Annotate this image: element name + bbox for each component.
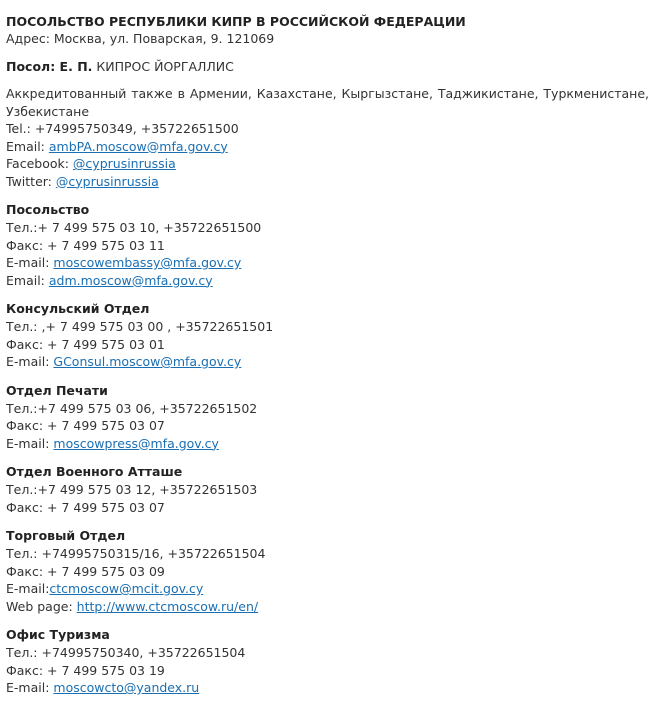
military-tel: Тел.:+7 499 575 03 12, +35722651503 <box>6 482 258 497</box>
embassy-fax: Факс: + 7 499 575 03 11 <box>6 237 165 253</box>
trade-web-link[interactable]: http://www.ctcmoscow.ru/en/ <box>76 598 259 614</box>
embassy-adm-email-link[interactable]: adm.moscow@mfa.gov.cy <box>48 272 213 288</box>
email-label: Email: <box>6 272 49 288</box>
facebook-label: Facebook: <box>6 156 73 171</box>
email-label: E-mail: <box>6 354 54 369</box>
ambassador-label: Посол: Е. П. <box>6 58 93 74</box>
consular-fax: Факс: + 7 499 575 03 01 <box>6 336 165 352</box>
twitter-link[interactable]: @cyprusinrussia <box>55 173 159 189</box>
trade-section <box>6 527 649 615</box>
press-tel: Тел.:+7 499 575 03 06, +35722651502 <box>6 400 258 416</box>
twitter-label: Twitter: <box>6 173 56 189</box>
tourism-heading: Офис Туризма <box>6 627 110 642</box>
embassy-heading: Посольство <box>6 202 90 217</box>
trade-email-line <box>6 580 649 598</box>
address-line: Адрес: Москва, ул. Поварская, 9. 121069 <box>6 31 275 46</box>
trade-heading: Торговый Отдел <box>6 528 126 543</box>
web-label: Web page: <box>6 598 77 614</box>
press-fax: Факс: + 7 499 575 03 07 <box>6 418 165 433</box>
ambassador-email-link[interactable]: ambPA.moscow@mfa.gov.cy <box>48 138 228 154</box>
military-heading: Отдел Военного Атташе <box>6 464 183 479</box>
twitter-line <box>6 173 649 191</box>
tourism-email-link[interactable]: moscowcto@yandex.ru <box>53 680 200 695</box>
facebook-link[interactable]: @cyprusinrussia <box>72 156 176 171</box>
ambassador-tel: Tel.: +74995750349, +35722651500 <box>6 121 239 136</box>
email-label: E-mail: <box>6 255 54 270</box>
embassy-title: ПОСОЛЬСТВО РЕСПУБЛИКИ КИПР В РОССИЙСКОЙ ФЕДЕРАЦИИ <box>6 14 466 29</box>
facebook-line <box>6 155 649 173</box>
ambassador-line <box>6 58 649 76</box>
tourism-section <box>6 626 649 697</box>
press-email-link[interactable]: moscowpress@mfa.gov.cy <box>53 435 219 451</box>
consular-section <box>6 300 649 371</box>
ambassador-name: КИПРОС ЙОРГАЛЛИС <box>96 58 234 74</box>
email-label: Email: <box>6 138 49 154</box>
tourism-email-line <box>6 679 649 697</box>
tourism-fax: Факс: + 7 499 575 03 19 <box>6 662 165 678</box>
embassy-email-line <box>6 254 649 272</box>
embassy-tel: Тел.:+ 7 499 575 03 10, +35722651500 <box>6 220 262 235</box>
accredited-text: Аккредитованный также в Армении, Казахстане, Кыргызстане, Таджикистане, Туркменистане, Узбекистане <box>6 86 649 119</box>
consular-tel: Тел.: ,+ 7 499 575 03 00 , +35722651501 <box>6 319 274 334</box>
trade-web-line <box>6 598 649 616</box>
consular-email-link[interactable]: GConsul.moscow@mfa.gov.cy <box>53 354 242 369</box>
email-label: E-mail: <box>6 581 50 596</box>
consular-email-line <box>6 353 649 371</box>
email-label: E-mail: <box>6 435 54 451</box>
email-label: E-mail: <box>6 680 54 695</box>
tourism-tel: Тел.: +74995750340, +35722651504 <box>6 645 246 660</box>
press-email-line <box>6 435 649 453</box>
trade-tel: Тел.: +74995750315/16, +35722651504 <box>6 546 266 561</box>
embassy-section <box>6 201 649 289</box>
trade-email-link[interactable]: ctcmoscow@mcit.gov.cy <box>49 581 204 596</box>
embassy-email-link[interactable]: moscowembassy@mfa.gov.cy <box>53 255 242 270</box>
press-section <box>6 382 649 453</box>
trade-fax: Факс: + 7 499 575 03 09 <box>6 563 165 579</box>
consular-heading: Консульский Отдел <box>6 301 150 316</box>
press-heading: Отдел Печати <box>6 382 108 398</box>
embassy-adm-email-line <box>6 272 649 290</box>
military-fax: Факс: + 7 499 575 03 07 <box>6 499 165 515</box>
military-section <box>6 463 649 516</box>
ambassador-email-line <box>6 138 649 156</box>
